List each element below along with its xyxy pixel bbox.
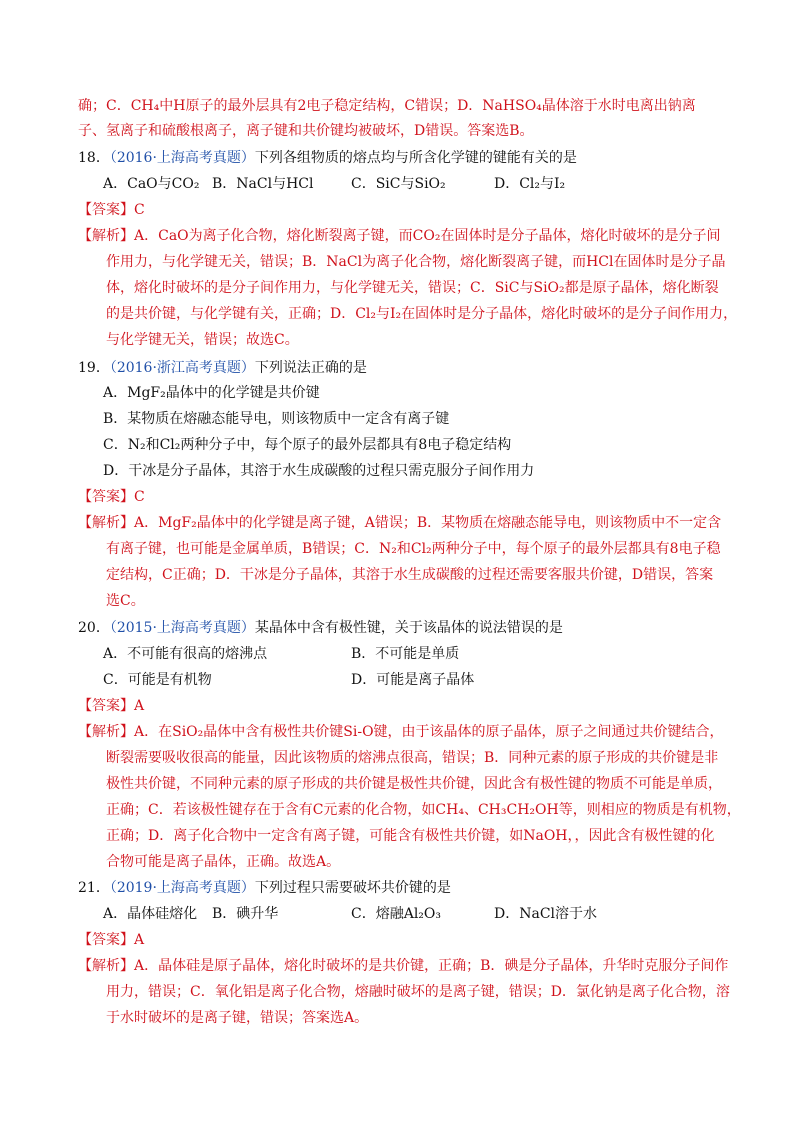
option-c: C．SiC与SiO₂ xyxy=(351,176,446,192)
question-source: （2016·浙江高考真题） xyxy=(109,360,255,376)
answer-20 xyxy=(78,696,144,716)
analysis-text: A．MgF₂晶体中的化学键是离子键，A错误；B．某物质在熔融态能导电，则该物质中不一定含 xyxy=(134,515,722,531)
question-19 xyxy=(78,358,367,378)
analysis-18-line-2: 作用力，与化学键无关，错误；B．NaCl为离子化合物，熔化断裂离子键，而HCl在固体时是分子晶 xyxy=(106,254,726,270)
option-b: B．碘升华 xyxy=(212,906,279,922)
question-number: 20． xyxy=(78,620,110,636)
analysis-21-line-2: 用力，错误；C．氧化铝是离子化合物，熔融时破坏的是离子键，错误；D．氯化钠是离子化合物，溶 xyxy=(106,984,730,1000)
analysis-text: A．晶体硅是原子晶体，熔化时破坏的是共价键，正确；B．碘是分子晶体，升华时克服分子间作 xyxy=(134,958,729,974)
question-number: 21． xyxy=(78,880,110,896)
question-source: （2016·上海高考真题） xyxy=(109,150,255,166)
answer-value: C xyxy=(134,489,145,505)
analysis-18-line-4: 的是共价键，与化学键有关，正确；D．Cl₂与I₂在固体时是分子晶体，熔化时破坏的是分子间作用力， xyxy=(106,306,738,322)
analysis-19-line-2: 有离子键，也可能是金属单质，B错误；C．N₂和Cl₂两种分子中，每个原子的最外层都具有8电子稳 xyxy=(106,541,721,557)
question-18 xyxy=(78,148,577,168)
intro-line-1: 确；C．CH₄中H原子的最外层具有2电子稳定结构，C错误；D．NaHSO₄晶体溶于水时电离出钠离 xyxy=(78,98,696,114)
question-source: （2019·上海高考真题） xyxy=(109,880,255,896)
question-number: 19． xyxy=(78,360,110,376)
analysis-20-line-3: 极性共价键，不同种元素的原子形成的共价键是极性共价键，因此含有极性键的物质不可能是单质， xyxy=(106,776,722,792)
question-stem: 下列各组物质的熔点均与所含化学键的键能有关的是 xyxy=(254,150,577,166)
answer-value: C xyxy=(134,202,145,218)
analysis-21-line-1 xyxy=(78,956,728,976)
analysis-20-line-2: 断裂需要吸收很高的能量，因此该物质的熔沸点很高，错误；B．同种元素的原子形成的共价键是非 xyxy=(106,750,719,766)
analysis-20-line-5: 正确；D．离子化合物中一定含有离子键，可能含有极性共价键，如NaOH，，因此含有极性键的化 xyxy=(106,828,715,844)
option-c: C．N₂和Cl₂两种分子中，每个原子的最外层都具有8电子稳定结构 xyxy=(103,437,512,453)
analysis-tag: 【解析】 xyxy=(78,228,134,244)
analysis-19-line-3: 定结构，C正确；D．干冰是分子晶体，其溶于水生成碳酸的过程还需要客服共价键，D错误，答案 xyxy=(106,567,714,583)
intro-line-2: 子、氢离子和硫酸根离子，离子键和共价键均被破坏，D错误。答案选B。 xyxy=(78,123,534,139)
analysis-20-line-1 xyxy=(78,722,724,742)
analysis-20-line-4: 正确；C．若该极性键存在于含有C元素的化合物，如CH₄、CH₃CH₂OH等，则相应的物质是有机物， xyxy=(106,802,741,818)
analysis-tag: 【解析】 xyxy=(78,515,134,531)
option-d: D．干冰是分子晶体，其溶于水生成碳酸的过程只需克服分子间作用力 xyxy=(103,463,535,479)
option-a: A．CaO与CO₂ xyxy=(103,176,200,192)
analysis-18-line-3: 体，熔化时破坏的是分子间作用力，与化学键无关，错误；C．SiC与SiO₂都是原子晶体，熔化断裂 xyxy=(106,280,719,296)
question-stem: 下列过程只需要破坏共价键的是 xyxy=(254,880,451,896)
option-b: B．不可能是单质 xyxy=(351,646,460,662)
option-b: B．NaCl与HCl xyxy=(212,176,314,192)
analysis-text: A．CaO为离子化合物，熔化断裂离子键，而CO₂在固体时是分子晶体，熔化时破坏的是分子间 xyxy=(134,228,721,244)
analysis-tag: 【解析】 xyxy=(78,724,134,740)
answer-19 xyxy=(78,487,145,507)
analysis-text: A．在SiO₂晶体中含有极性共价键Si-O键，由于该晶体的原子晶体，原子之间通过共价键结合， xyxy=(134,724,724,740)
answer-tag: 【答案】 xyxy=(78,489,134,505)
question-number: 18． xyxy=(78,150,110,166)
question-stem: 下列说法正确的是 xyxy=(254,360,367,376)
question-stem: 某晶体中含有极性键，关于该晶体的说法错误的是 xyxy=(254,620,563,636)
option-c: C．熔融Al₂O₃ xyxy=(351,906,442,922)
question-source: （2015·上海高考真题） xyxy=(109,620,255,636)
answer-tag: 【答案】 xyxy=(78,932,134,948)
option-d: D．Cl₂与I₂ xyxy=(494,176,566,192)
analysis-21-line-3: 于水时破坏的是离子键，错误；答案选A。 xyxy=(106,1010,369,1026)
analysis-18-line-5: 与化学键无关，错误；故选C。 xyxy=(106,332,299,348)
option-c: C．可能是有机物 xyxy=(103,672,212,688)
answer-value: A xyxy=(134,932,145,948)
analysis-tag: 【解析】 xyxy=(78,958,134,974)
option-a: A．不可能有很高的熔沸点 xyxy=(103,646,268,662)
analysis-19-line-1 xyxy=(78,513,721,533)
analysis-19-line-4: 选C。 xyxy=(106,593,145,609)
option-d: D．NaCl溶于水 xyxy=(494,906,598,922)
answer-tag: 【答案】 xyxy=(78,202,134,218)
question-21 xyxy=(78,878,451,898)
option-d: D．可能是离子晶体 xyxy=(351,672,475,688)
answer-18 xyxy=(78,200,145,220)
option-a: A．MgF₂晶体中的化学键是共价键 xyxy=(103,385,320,401)
answer-21 xyxy=(78,930,144,950)
option-a: A．晶体硅熔化 xyxy=(103,906,198,922)
option-b: B．某物质在熔融态能导电，则该物质中一定含有离子键 xyxy=(103,411,450,427)
answer-tag: 【答案】 xyxy=(78,698,134,714)
analysis-18-line-1 xyxy=(78,226,720,246)
analysis-20-line-6: 合物可能是离子晶体，正确。故选A。 xyxy=(106,854,341,870)
answer-value: A xyxy=(134,698,145,714)
question-20 xyxy=(78,618,563,638)
